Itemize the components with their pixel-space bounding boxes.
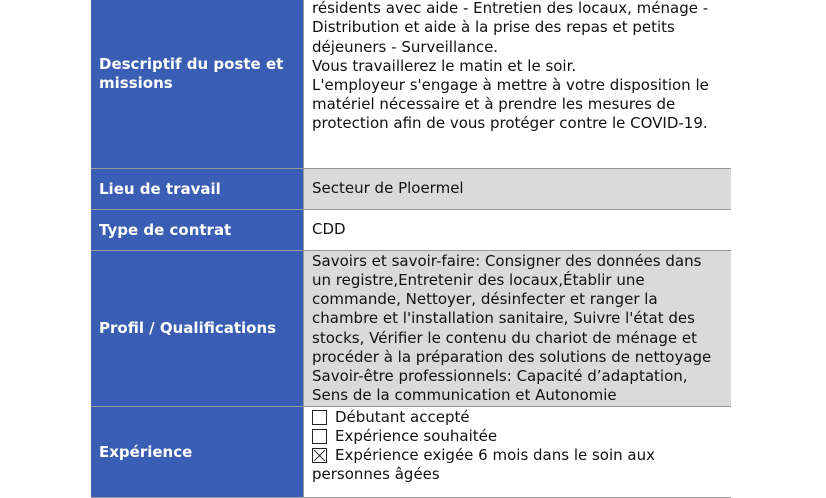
row-experience [91, 407, 731, 498]
checkbox-souhaitee[interactable] [312, 429, 327, 444]
option-souhaitee[interactable] [312, 427, 723, 446]
missions-value [304, 0, 731, 168]
row-lieu [91, 169, 731, 210]
lieu-value [304, 169, 731, 209]
missions-line: résidents avec aide - Entretien des locaux, ménage - [312, 0, 709, 18]
profil-line: Savoirs et savoir-faire: Consigner des données dans [312, 251, 702, 270]
profil-label: Profil / Qualifications [91, 251, 304, 406]
option-exigee[interactable] [312, 446, 723, 465]
profil-line: procéder à la préparation des solutions de nettoyage [312, 347, 712, 366]
row-profil [91, 251, 731, 407]
profil-line: Savoir-être professionnels: Capacité d’adaptation, [312, 366, 688, 385]
profil-line: Sens de la communication et Autonomie [312, 386, 617, 405]
option-souhaitee-label: Expérience souhaitée [335, 427, 498, 445]
missions-line: matériel nécessaire et à prendre les mesures de [312, 95, 676, 114]
profil-line: chambre et l'installation sanitaire, Suivre l'état des [312, 309, 695, 328]
checkbox-exigee[interactable] [312, 448, 327, 463]
contrat-value [304, 210, 731, 250]
profil-line: stocks, Vérifier le contenu du chariot de ménage et [312, 328, 698, 347]
missions-line: L'employeur s'engage à mettre à votre disposition le [312, 76, 709, 95]
contrat-label: Type de contrat [91, 210, 304, 250]
contrat-text: CDD [312, 220, 346, 239]
lieu-text: Secteur de Ploermel [312, 179, 464, 198]
profil-line: commande, Nettoyer, désinfecter et ranger la [312, 290, 658, 309]
missions-line: déjeuners - Surveillance. [312, 37, 499, 56]
lieu-label: Lieu de travail [91, 169, 304, 209]
row-missions [91, 0, 731, 169]
option-debutant-label: Débutant accepté [335, 408, 470, 426]
missions-line: Distribution et aide à la prise des repas et petits [312, 18, 675, 37]
experience-value [304, 407, 731, 497]
experience-label: Expérience [91, 407, 304, 497]
profil-value [304, 251, 731, 406]
missions-label: Descriptif du poste et missions [91, 0, 304, 168]
job-details-table [91, 0, 731, 498]
missions-line: protection afin de vous protéger contre le COVID-19. [312, 114, 708, 133]
row-contrat [91, 210, 731, 251]
checkbox-debutant[interactable] [312, 410, 327, 425]
missions-line: Vous travaillerez le matin et le soir. [312, 56, 577, 75]
profil-line: un registre,Entretenir des locaux,Établir une [312, 270, 645, 289]
option-exigee-continuation: personnes âgées [312, 465, 440, 483]
option-exigee-label: Expérience exigée 6 mois dans le soin aux [335, 446, 656, 464]
option-debutant[interactable] [312, 408, 723, 427]
